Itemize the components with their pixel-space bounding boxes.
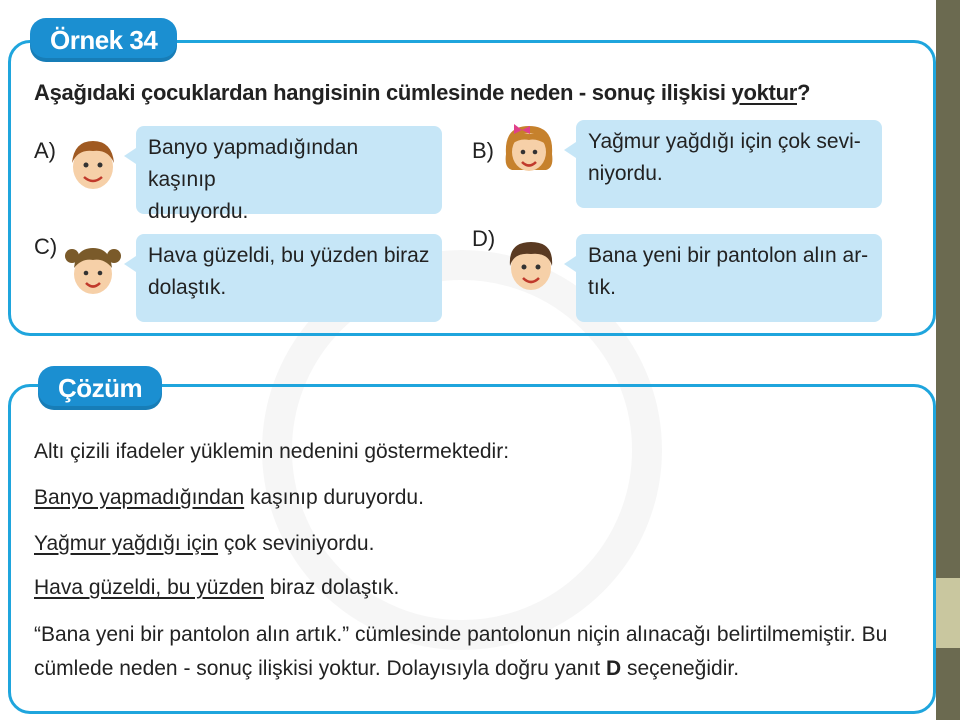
solution-tab: Çözüm	[38, 366, 162, 410]
option-d-line2: tık.	[588, 276, 617, 299]
solution-conclusion: “Bana yeni bir pantolon alın artık.” cümlesinde pantolonun niçin alınacağı belirtilmemiştir. Bu cümlede neden - sonuç ilişkisi yoktur. Dolayısıyla doğru yanıt D seçeneğidir.	[34, 623, 888, 680]
side-stripe-bottom	[936, 648, 960, 720]
solution-sentence-3: Hava güzeldi, bu yüzden biraz dolaştık.	[34, 576, 400, 599]
option-d-bubble[interactable]	[576, 234, 882, 322]
boy-curly-face-icon	[502, 236, 560, 294]
option-c-bubble[interactable]	[136, 234, 442, 322]
option-b-line2: niyordu.	[588, 162, 663, 185]
question-emphasis: yoktur	[731, 80, 797, 105]
option-b-bubble[interactable]	[576, 120, 882, 208]
option-a-line1: Banyo yapmadığından kaşınıp	[148, 136, 359, 191]
question-text: Aşağıdaki çocuklardan hangisinin cümlesinde neden - sonuç ilişkisi yoktur?	[34, 80, 811, 105]
option-b-letter: B)	[472, 138, 494, 163]
solution-sentence-1: Banyo yapmadığından kaşınıp duruyordu.	[34, 486, 424, 509]
option-d-letter: D)	[472, 226, 496, 251]
option-c-line1: Hava güzeldi, bu yüzden biraz	[148, 244, 430, 267]
solution-intro: Altı çizili ifadeler yüklemin nedenini göstermektedir:	[34, 440, 510, 463]
side-stripe-light	[936, 578, 960, 648]
option-a-letter: A)	[34, 138, 56, 163]
option-a-line2: duruyordu.	[148, 200, 249, 223]
example-tab: Örnek 34	[30, 18, 177, 62]
boy-face-icon	[64, 135, 122, 193]
option-b-line1: Yağmur yağdığı için çok sevi-	[588, 130, 861, 153]
option-a-bubble[interactable]	[136, 126, 442, 223]
girl-face-icon	[500, 118, 558, 176]
solution-sentence-2: Yağmur yağdığı için çok seviniyordu.	[34, 532, 375, 555]
option-d-line1: Bana yeni bir pantolon alın ar-	[588, 244, 869, 267]
girl-pigtails-face-icon	[64, 240, 122, 298]
option-c-letter: C)	[34, 234, 58, 259]
answer-letter: D	[605, 657, 622, 680]
option-c-line2: dolaştık.	[148, 276, 227, 299]
